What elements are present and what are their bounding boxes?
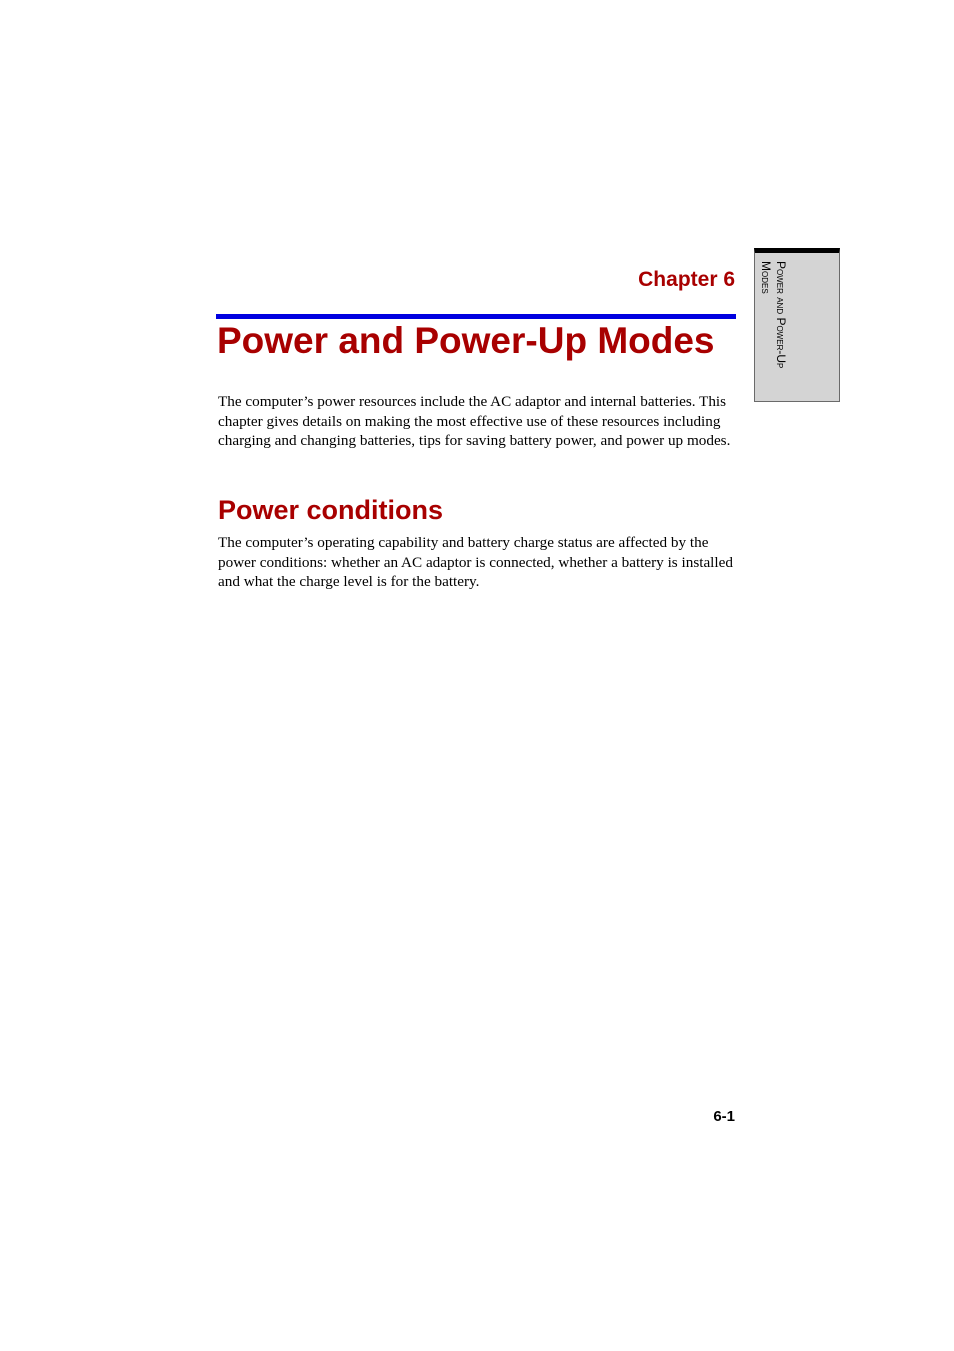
chapter-title: Power and Power-Up Modes	[217, 320, 715, 361]
intro-paragraph: The computer’s power resources include the AC adaptor and internal batteries. This chapter gives details on making the most effective use of these resources including charging and changing batteries, tips for saving battery power, and power up modes.	[218, 393, 731, 449]
page-number: 6-1	[713, 1108, 735, 1125]
section-paragraph: The computer’s operating capability and battery charge status are affected by the power conditions: whether an AC adaptor is connected, whether a battery is installed and what the charge level is for the battery.	[218, 534, 733, 590]
section-heading-power-conditions: Power conditions	[218, 495, 444, 525]
chapter-label: Chapter 6	[638, 268, 735, 291]
side-tab-label: Power and Power-Up Modes	[759, 261, 788, 369]
chapter-side-tab	[754, 248, 840, 402]
